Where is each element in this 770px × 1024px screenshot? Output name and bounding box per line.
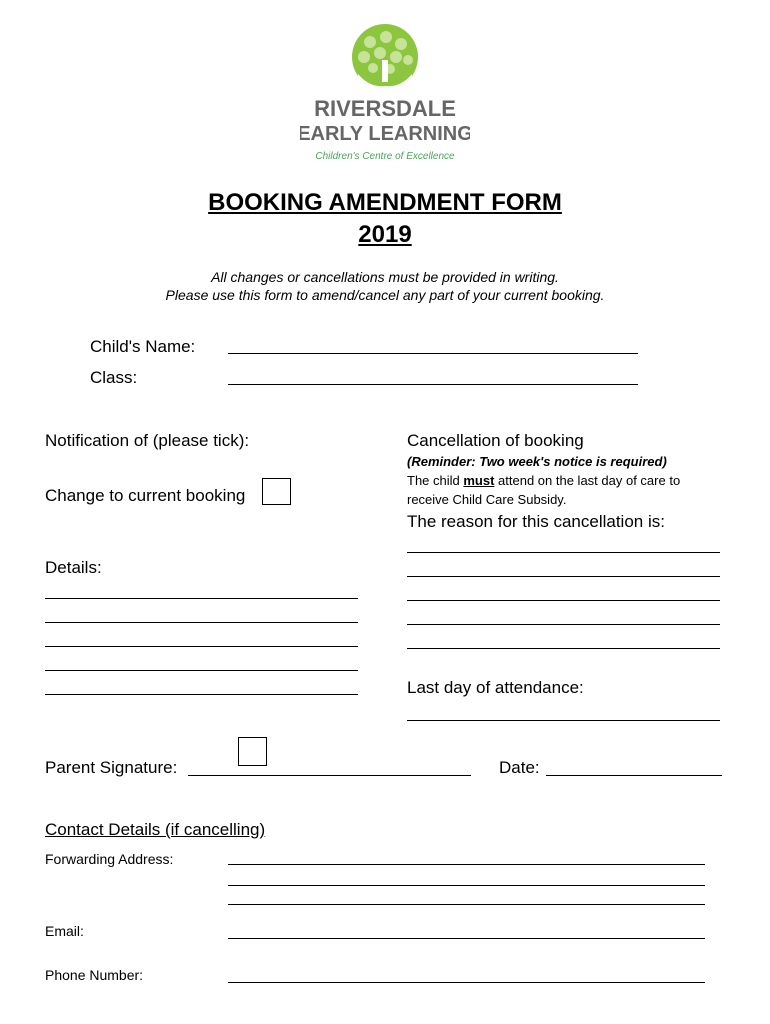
reason-line[interactable] [407, 648, 720, 649]
phone-field[interactable] [228, 982, 705, 983]
change-booking-label: Change to current booking [45, 486, 246, 505]
parent-signature-field[interactable] [188, 775, 471, 776]
notification-label: Notification of (please tick): [45, 431, 250, 450]
parent-signature-label: Parent Signature: [45, 758, 178, 777]
reason-label: The reason for this cancellation is: [407, 512, 665, 531]
class-label: Class: [90, 368, 138, 387]
class-field[interactable] [228, 384, 638, 385]
brand-line2: EARLY LEARNING [300, 123, 470, 145]
forwarding-address-label: Forwarding Address: [45, 851, 174, 867]
details-line[interactable] [45, 646, 358, 647]
form-year: 2019 [358, 221, 412, 248]
forwarding-address-line[interactable] [228, 885, 705, 886]
intro-line-1: All changes or cancellations must be provided in writing. [211, 269, 559, 285]
forwarding-address-line[interactable] [228, 904, 705, 905]
subsidy-notice-line-2: receive Child Care Subsidy. [407, 492, 567, 507]
tree-hands-icon [300, 22, 470, 167]
date-field[interactable] [546, 775, 722, 776]
reason-line[interactable] [407, 600, 720, 601]
intro-line-2: Please use this form to amend/cancel any part of your current booking. [165, 287, 605, 303]
last-day-label: Last day of attendance: [407, 678, 584, 697]
logo [300, 22, 470, 167]
subsidy-notice-line-1 [407, 473, 680, 488]
notice-text: attend on the last day of care to [494, 473, 681, 488]
email-label: Email: [45, 923, 84, 939]
notice-text: The child [407, 473, 464, 488]
contact-heading: Contact Details (if cancelling) [45, 820, 266, 839]
date-label: Date: [499, 758, 540, 777]
details-line[interactable] [45, 694, 358, 695]
signature-checkbox[interactable] [238, 737, 267, 766]
details-line[interactable] [45, 598, 358, 599]
child-name-label: Child's Name: [90, 337, 196, 356]
reason-line[interactable] [407, 552, 720, 553]
details-line[interactable] [45, 670, 358, 671]
email-field[interactable] [228, 938, 705, 939]
last-day-field[interactable] [407, 720, 720, 721]
notice-must: must [463, 473, 495, 488]
cancellation-label: Cancellation of booking [407, 431, 584, 450]
brand-tagline: Children's Centre of Excellence [315, 151, 455, 162]
forwarding-address-line[interactable] [228, 864, 705, 865]
brand-line1: RIVERSDALE [314, 96, 456, 121]
reminder-note: (Reminder: Two week's notice is required) [407, 454, 667, 469]
change-booking-checkbox[interactable] [262, 478, 291, 505]
reason-line[interactable] [407, 624, 720, 625]
details-line[interactable] [45, 622, 358, 623]
form-title: BOOKING AMENDMENT FORM [208, 189, 562, 216]
details-label: Details: [45, 558, 102, 577]
phone-label: Phone Number: [45, 967, 144, 983]
reason-line[interactable] [407, 576, 720, 577]
child-name-field[interactable] [228, 353, 638, 354]
